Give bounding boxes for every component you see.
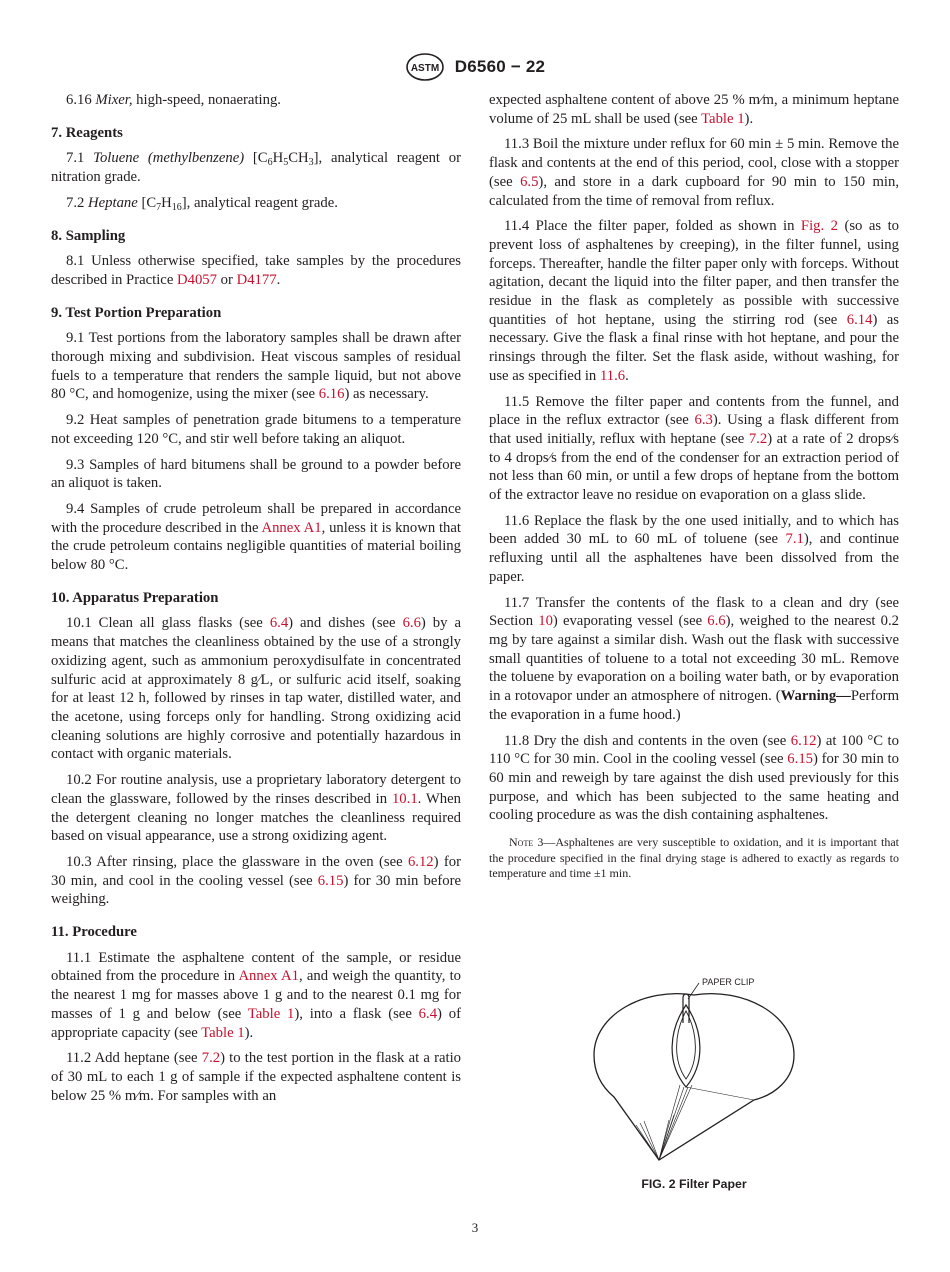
section-heading-sampling: 8. Sampling [51,227,126,244]
figure-caption: FIG. 2 Filter Paper [641,1177,747,1191]
para-7-2: 7.2 Heptane $[C_7H_{16}]$, analytical reagent grade. [66,194,338,213]
link-6-16[interactable]: 6.16 [318,386,345,403]
astm-logo-icon [405,52,445,82]
para-10-1: 10.1 Clean all glass flasks (see 6.4) and dishes (see 6.6) by a means that matches the cleanliness obtained by the use of a strongly oxidizing agent, such as ammonium peroxydisulfate in concentrated sulfuric acid at approximately 8 g⁄L, or sulfuric acid itself, soaking for at least 12 h, followed by rinses in tap water, distilled water, and the acetone, using forceps only for handling. Strong oxidizing acid cleaning solutions are highly corrosive and potentially hazardous in contact with organic materials. [51,615,461,763]
para-9-2: 9.2 Heat samples of penetration grade bitumens to a temperature not exceeding 120 °C, and stir well before taking an aliquot. [51,412,461,447]
link-6-4[interactable]: 6.4 [418,1005,438,1022]
link-11-6[interactable]: 11.6 [599,367,626,384]
left-column [51,91,461,1112]
para-8-1: 8.1 Unless otherwise specified, take samples by the procedures described in Practice D4057 or D4177. [51,253,461,288]
figure-filter-paper [489,975,899,1191]
paper-clip-label: PAPER CLIP [702,977,755,987]
page-header [0,52,950,82]
link-table-1[interactable]: Table 1 [701,110,745,127]
section-heading-reagents: 7. Reagents [51,124,123,141]
right-column [489,91,899,889]
para-9-3: 9.3 Samples of hard bitumens shall be ground to a powder before an aliquot is taken. [51,456,461,492]
page-number: 3 [471,1220,479,1235]
para-11-2-continued: expected asphaltene content of above 25 % m⁄m, a minimum heptane volume of 25 mL shall be used (see Table 1). [489,92,899,127]
section-heading-procedure: 11. Procedure [51,924,137,941]
para-11-2: 11.2 Add heptane (see 7.2) to the test portion in the flask at a ratio of 30 mL to each 1 g of sample if the expected asphaltene content is below 25 % m⁄m. For samples with an [51,1050,461,1104]
link-10[interactable]: 10 [538,613,553,630]
para-11-5: 11.5 Remove the filter paper and contents from the funnel, and place in the reflux extractor (see 6.3). Using a flask different from that used initially, reflux with heptane (see 7.2) at a rate of 2 drops⁄s to 4 drops⁄s from the end of the condenser for an extraction period of not less than 60 min, or until a few drops of heptane from the bottom of the extractor leave no residue on evaporation on a glass slide. [489,393,899,504]
link-annex-a1[interactable]: Annex A1 [261,519,322,536]
link-6-4[interactable]: 6.4 [269,615,289,632]
document-id: D6560 − 22 [454,57,546,76]
para-11-3: 11.3 Boil the mixture under reflux for 60 min ± 5 min. Remove the flask and contents at the end of this period, cool, close with a stopper (see 6.5), and store in a dark cupboard for 90 min to 150 min, calculated from the time of removal from reflux. [489,136,899,209]
link-6-15[interactable]: 6.15 [787,751,813,768]
link-6-12[interactable]: 6.12 [407,853,434,870]
link-fig-2[interactable]: Fig. 2 [800,218,838,235]
filter-paper-diagram [574,975,814,1175]
link-7-1[interactable]: 7.1 [785,531,804,548]
para-9-4: 9.4 Samples of crude petroleum shall be prepared in accordance with the procedure described in the Annex A1, unless it is known that the crude petroleum contains negligible quantities of material boiling below 80 °C. [51,500,462,574]
link-6-5[interactable]: 6.5 [520,173,539,190]
link-6-12[interactable]: 6.12 [790,732,817,749]
link-6-6[interactable]: 6.6 [402,615,421,632]
link-6-15[interactable]: 6.15 [317,872,344,889]
section-heading-test-portion: 9. Test Portion Preparation [51,304,222,321]
para-9-1: 9.1 Test portions from the laboratory samples shall be drawn after thorough mixing and subdivision. Heat viscous samples of residual fuels to a temperature that renders the sample liquid, but not above 80 °C, and homogenize, using the mixer (see 6.16) as necessary. [51,330,461,403]
link-7-2[interactable]: 7.2 [748,430,768,447]
section-heading-apparatus: 10. Apparatus Preparation [51,589,219,606]
link-10-1[interactable]: 10.1 [391,790,418,807]
para-11-7: 11.7 Transfer the contents of the flask to a clean and dry (see Section 10) evaporating vessel (see 6.6), weighed to the nearest 0.2 mg by tare against a similar dish. Wash out the flask with successive small quantities of toluene to a total not exceeding 30 mL. Remove the toluene by evaporation on a boiling water bath, or by evaporation in a rotovapor under an atmosphere of nitrogen. (Warning—Perform the evaporation in a fume hood.) [489,594,900,723]
link-7-2[interactable]: 7.2 [201,1050,221,1067]
para-11-1: 11.1 Estimate the asphaltene content of the sample, or residue obtained from the procedure in Annex A1, and weigh the quantity, to the nearest 1 mg for masses above 1 g and to the nearest 0.1 mg for masses of 1 g and below (see Table 1), into a flask (see 6.4) of appropriate capacity (see Table 1). [51,949,462,1041]
link-annex-a1[interactable]: Annex A1 [238,968,299,985]
link-table-1[interactable]: Table 1 [247,1005,295,1022]
para-6-16: 6.16 Mixer, high-speed, nonaerating. [66,92,281,108]
link-6-3[interactable]: 6.3 [694,412,713,429]
link-6-14[interactable]: 6.14 [846,311,873,328]
link-6-6[interactable]: 6.6 [707,613,726,630]
link-d4057[interactable]: D4057 [177,271,217,288]
para-10-2: 10.2 For routine analysis, use a proprietary laboratory detergent to clean the glassware, followed by the rinses described in 10.1. When the detergent cleaning no longer matches the cleanliness required based on visual appearance, use a strong oxidizing agent. [51,772,461,845]
para-11-4: 11.4 Place the filter paper, folded as shown in Fig. 2 (so as to prevent loss of asphaltenes by creeping), in the filter funnel, using forceps. Thereafter, handle the filter paper only with forceps. Without agitation, decant the liquid into the filter paper, and then transfer the residue in the flask as completely as possible with successive quantities of hot heptane, using the stirring rod (see 6.14) as necessary. Give the flask a final rinse with hot heptane, and pour the rinsings through the filter. Set the flask aside, without washing, for use as specified in 11.6. [489,218,899,384]
link-table-1[interactable]: Table 1 [201,1024,245,1041]
note-3: Note 3—Asphaltenes are very susceptible to oxidation, and it is important that the procedure specified in the final drying stage is adhered to exactly as regards to temperature and time ±1 min. [489,835,899,881]
para-7-1: 7.1 Toluene (methylbenzene) $[C_6H_5CH_3]$, analytical reagent or nitration grade. [51,150,462,186]
para-11-8: 11.8 Dry the dish and contents in the oven (see 6.12) at 100 °C to 110 °C for 30 min. Cool in the cooling vessel (see 6.15) for 30 min to 60 min and reweigh by tare against the dish used previously for this purpose, and which has been subjected to the same heating and cooling procedure as was the dish containing asphaltenes. [489,732,899,824]
para-10-3: 10.3 After rinsing, place the glassware in the oven (see 6.12) for 30 min, and cool in the cooling vessel (see 6.15) for 30 min before weighing. [51,853,461,908]
link-d4177[interactable]: D4177 [236,271,277,288]
para-11-6: 11.6 Replace the flask by the one used initially, and to which has been added 30 mL to 60 mL of toluene (see 7.1), and continue refluxing until all the asphaltenes have been dissolved from the paper. [489,512,899,585]
logo-text: ASTM [410,63,439,74]
